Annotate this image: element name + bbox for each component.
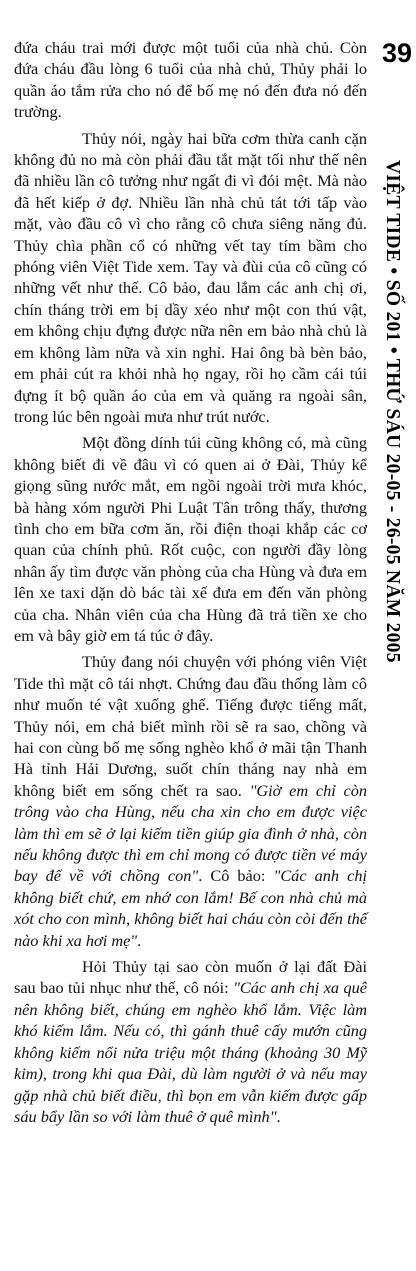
issue-side-banner-text: VIỆT TIDE • SỐ 201 • THỨ SÁU 20-05 - 26-05 NĂM 2005 (382, 160, 403, 663)
paragraph-5-text-2: . (276, 1106, 281, 1126)
page-number: 39 (381, 38, 412, 68)
paragraph-5 (14, 956, 367, 1127)
paragraph-4-text-2: . Cô bảo: (198, 866, 274, 886)
paragraph-5-text: Hỏi Thủy tại sao còn muốn ở lại đất Đài sau bao tủi nhục như thế, cô nói: (14, 957, 367, 998)
issue-side-banner (373, 160, 411, 1072)
paragraph-1 (14, 37, 367, 123)
paragraph-3-text: Một đồng dính túi cũng không có, mà cũng không biết đi về đâu vì có quen ai ở Đài, Thủy kể giọng sũng nước mắt, em ngồi ngoài trời mưa khóc, bà hàng xóm người Phi Luật Tân trông thấy, thương tình cho em bữa cơm ăn, rồi điện thoại khắp các cơ quan của chính phủ. Rốt cuộc, con người đầy lòng nhân ấy tìm được văn phòng của cha Hùng và đưa em lên xe taxi dặn dò bác tài xế đưa em đến văn phòng của cha. Nhân viên của cha Hùng đã trả tiền xe cho em và bây giờ em tá túc ở đây. (14, 433, 367, 645)
paragraph-4-text-3: . (137, 930, 142, 950)
article-body (14, 37, 367, 1127)
paragraph-1-text: đứa cháu trai mới được một tuổi của nhà chủ. Còn đứa cháu đầu lòng 6 tuổi của nhà chủ, Thủy phải lo quần áo tắm rửa cho nó để bố mẹ nó đến đưa nó đến trường. (14, 38, 367, 122)
paragraph-2-text: Thủy nói, ngày hai bữa cơm thừa canh cặn không đủ no mà còn phải đầu tắt mặt tối như thế nên đã nhiều lần cô tưởng như ngất đi vì đói mệt. Mà nào đã hết kiếp ở đợ. Nhiều lần nhà chủ tát tới tấp vào mặt, vào đầu cô vì cho rằng cô chưa siêng năng đủ. Thủy chìa phần cổ có những vết tay tím bầm cho phóng viên Việt Tide xem. Tay và đùi của cô cũng có những vết như thế. Cô bảo, đau lắm các anh chị ơi, chín tháng trời em bị dầy xéo như một con thú vật, em không chịu đựng được nữa nên em bảo nhà chủ là em không làm nữa và xin nghỉ. Hai ông bà bèn bảo, em phải cút ra khỏi nhà họ ngay, rồi họ cầm cái túi đựng ít bộ quần áo của em và quăng ra ngoài sân, trong lúc bên ngoài mưa như trút nước. (14, 128, 367, 426)
paragraph-5-quote: "Các anh chị xa quê nên không biết, chúng em nghèo khổ lắm. Việc làm khó kiếm lắm. Nếu có, thì gánh thuê cấy mướn cũng không kiếm nổi nửa triệu một tháng (khoảng 30 Mỹ kim), trong khi qua Đài, dù làm người ở và nếu may gặp nhà chủ biết điều, thì bọn em vẫn kiếm được gấp sáu bẩy lần so với làm thuê ở quê mình" (14, 978, 367, 1126)
paragraph-4-quote-2: "Các anh chị không biết chứ, em nhớ con lắm! Bế con nhà chủ mà xót cho con mình, không biết hai cháu còn còi đến thế nào khi xa hơi mẹ" (14, 866, 367, 950)
paragraph-4-quote-1: "Giờ em chỉ còn trông vào cha Hùng, nếu cha xin cho em được việc làm thì em sẽ ở lại kiếm tiền giúp gia đình ở nhà, còn nếu không được thì em chỉ mong có được tiền vé máy bay để về với chồng con" (14, 780, 368, 886)
paragraph-4 (14, 651, 367, 951)
paragraph-4-text: Thủy đang nói chuyện với phóng viên Việt Tide thì mặt cô tái nhợt. Chứng đau đầu thống làm cô như muốn té vật xuống ghế. Tiếng được tiếng mất, Thủy nói, em chả biết mình rồi sẽ ra sao, chồng và hai con cùng bố mẹ sống nghèo khổ ở mãi tận Thanh Hà tỉnh Hải Dương, suốt chín tháng nay nhà em không biết em sống chết ra sao. (14, 652, 367, 800)
paragraph-3 (14, 432, 367, 646)
paragraph-2 (14, 128, 367, 428)
